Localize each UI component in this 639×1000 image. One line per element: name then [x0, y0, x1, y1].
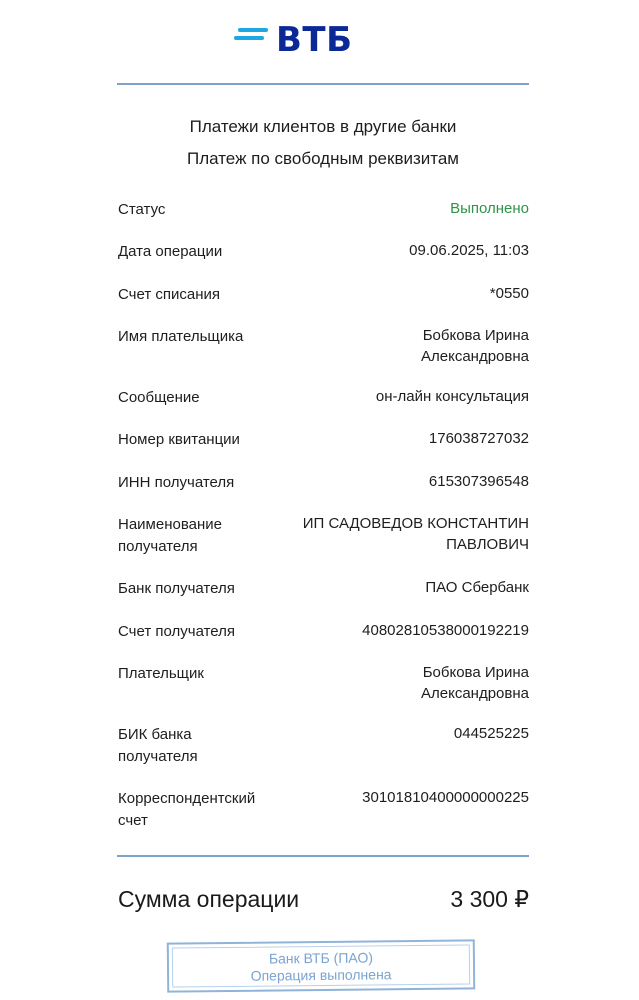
debit-account-value: *0550: [489, 285, 529, 302]
receipt-subtitle: Платеж по свободным реквизитам: [186, 149, 459, 168]
receipt-number-label: Номер квитанции: [118, 431, 240, 448]
recipient-inn-value: 615307396548: [428, 473, 529, 490]
total-divider: [117, 855, 529, 857]
date-label: Дата операции: [118, 243, 223, 260]
total-amount: 3 300 ₽: [450, 886, 529, 912]
logo-stripe-icon: [234, 36, 264, 40]
correspondent-account-label: Корреспондентский счет: [118, 790, 256, 829]
recipient-inn-label: ИНН получателя: [118, 474, 235, 491]
logo-wordmark: ВТБ: [276, 20, 353, 60]
logo-stripe-icon: [238, 28, 268, 32]
bik-label: БИК банка получателя: [118, 726, 198, 765]
recipient-name-value: ИП САДОВЕДОВ КОНСТАНТИН ПАВЛОВИЧ: [302, 515, 529, 553]
status-label: Статус: [118, 201, 166, 218]
message-label: Сообщение: [118, 389, 200, 406]
correspondent-account-value: 30101810400000000225: [362, 789, 529, 806]
receipt-title: Платежи клиентов в другие банки: [189, 117, 457, 136]
stamp-status: Операция выполнена: [250, 966, 392, 984]
date-value: 09.06.2025, 11:03: [409, 242, 529, 259]
recipient-account-label: Счет получателя: [118, 623, 235, 640]
message-value: он-лайн консультация: [375, 388, 529, 405]
payer-name-label: Имя плательщика: [118, 328, 244, 345]
debit-account-label: Счет списания: [118, 286, 220, 303]
bik-value: 044525225: [453, 725, 529, 742]
total-label: Сумма операции: [118, 886, 300, 912]
recipient-bank-value: ПАО Сбербанк: [425, 579, 529, 596]
status-value: Выполнено: [450, 200, 529, 217]
vtb-logo: [234, 22, 364, 62]
recipient-bank-label: Банк получателя: [118, 580, 235, 597]
bank-stamp: [167, 939, 476, 992]
header-divider: [117, 83, 529, 85]
recipient-account-value: 40802810538000192219: [362, 622, 529, 639]
payer-label: Плательщик: [118, 665, 204, 682]
payer-value: Бобкова Ирина Александровна: [421, 664, 529, 702]
stamp-bank-name: Банк ВТБ (ПАО): [268, 949, 374, 967]
receipt-number-value: 176038727032: [428, 430, 529, 447]
recipient-name-label: Наименование получателя: [118, 516, 222, 555]
payer-name-value: Бобкова Ирина Александровна: [421, 327, 529, 365]
